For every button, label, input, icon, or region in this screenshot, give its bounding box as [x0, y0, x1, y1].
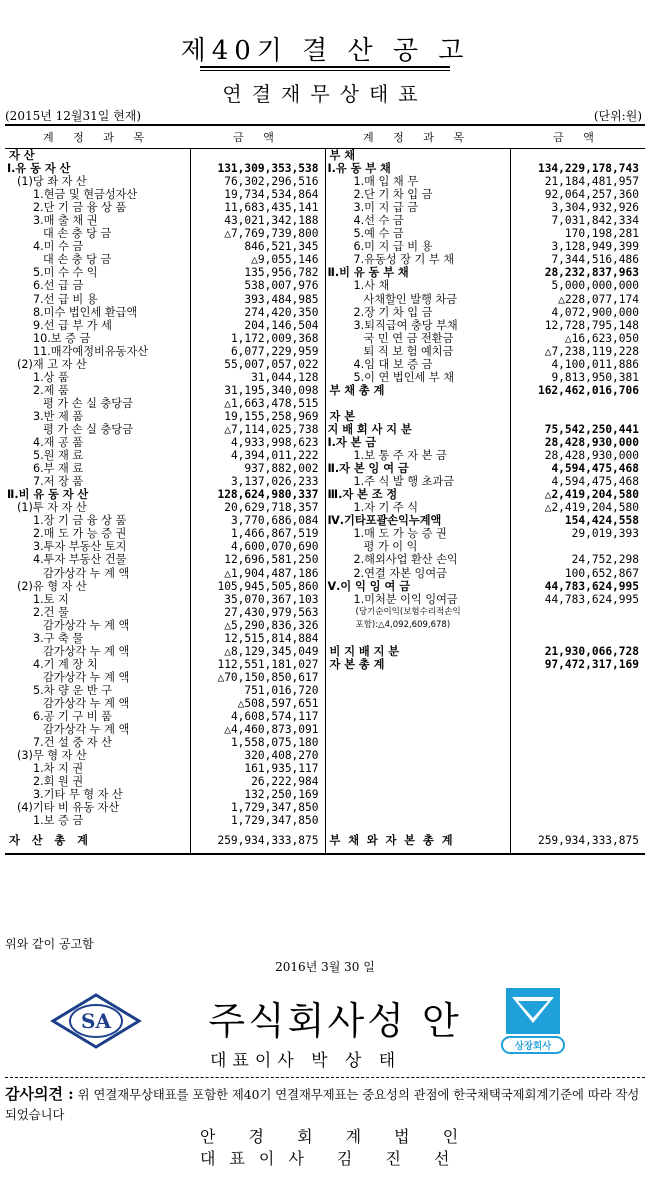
liabilities-item-amount: 154,424,558 — [564, 514, 639, 528]
table-row — [5, 801, 645, 814]
assets-item-label: 2.단 기 금 융 상 품 — [5, 201, 190, 214]
liabilities-item-amount: 9,813,950,381 — [551, 370, 639, 384]
assets-item-label: (1)투 자 자 산 — [5, 501, 190, 514]
liabilities-item-label — [325, 710, 510, 723]
assets-item-label: 감가상각 누 계 액 — [5, 671, 190, 684]
liabilities-item-amount: 12,728,795,148 — [544, 318, 639, 332]
liabilities-item-label: 5.이 연 법인세 부 채 — [325, 371, 510, 384]
liabilities-item-label: 1.주 식 발 행 초과금 — [325, 475, 510, 488]
assets-item-label: 평 가 손 실 충당금 — [5, 423, 190, 436]
liabilities-item-label: 2.장 기 차 입 금 — [325, 306, 510, 319]
assets-item-label: (4)기타 비 유동 자산 — [5, 801, 190, 814]
assets-item-amount: 31,195,340,098 — [190, 384, 325, 397]
table-row — [5, 488, 645, 501]
table-row — [5, 279, 645, 292]
assets-item-label: 1.보 증 금 — [5, 814, 190, 827]
liabilities-item-label — [325, 632, 510, 645]
assets-item-label: 감가상각 누 계 액 — [5, 645, 190, 658]
liabilities-item-amount — [510, 723, 645, 736]
table-row — [5, 358, 645, 371]
announcement-title: 제40기 결 산 공 고 — [180, 36, 470, 66]
table-row — [5, 527, 645, 540]
assets-item-amount: 274,420,350 — [190, 306, 325, 319]
assets-item-label: 6.부 재 료 — [5, 462, 190, 475]
liabilities-item-amount: △2,419,204,580 — [544, 488, 639, 502]
company-logo-icon — [50, 992, 142, 1050]
table-row — [5, 593, 645, 606]
assets-item-label: 5.차 량 운 반 구 — [5, 684, 190, 697]
liabilities-item-label — [325, 814, 510, 827]
table-row — [5, 462, 645, 475]
liabilities-item-amount — [510, 762, 645, 775]
liabilities-item-amount — [510, 149, 645, 163]
liabilities-item-amount — [510, 540, 645, 553]
assets-item-amount: 1,466,867,519 — [190, 527, 325, 540]
liabilities-item-label — [325, 801, 510, 814]
assets-item-amount: 1,729,347,850 — [190, 801, 325, 814]
table-row — [5, 775, 645, 788]
assets-item-amount: 846,521,345 — [190, 240, 325, 253]
liabilities-item-label: Ⅱ.비 유 동 부 채 — [325, 266, 510, 279]
assets-item-amount: 4,600,070,690 — [190, 540, 325, 553]
company-name: 주식회사성 안 — [208, 999, 462, 1043]
assets-item-label: 5.미 수 수 익 — [5, 266, 190, 279]
column-header-amount: 금 액 — [190, 125, 325, 149]
liabilities-item-amount — [510, 736, 645, 749]
liabilities-item-label: 6.미 지 급 비 용 — [325, 240, 510, 253]
assets-item-amount: △7,769,739,800 — [190, 227, 325, 240]
assets-item-label: 10.보 증 금 — [5, 332, 190, 345]
liabilities-item-amount: 100,652,867 — [564, 566, 639, 580]
badge-text: 상장회사 — [514, 1041, 552, 1052]
liabilities-item-amount: △2,419,204,580 — [544, 501, 639, 515]
audit-text: 위 연결재무상태표를 포함한 제40기 연결재무제표는 중요성의 관점에 한국채택국제회계기준에 따라 작성되었습니다 — [5, 1088, 640, 1122]
table-row — [5, 227, 645, 240]
assets-item-amount: 19,734,534,864 — [190, 188, 325, 201]
assets-item-amount: △9,055,146 — [190, 253, 325, 266]
liabilities-item-amount — [510, 710, 645, 723]
assets-item-amount: 4,933,998,623 — [190, 436, 325, 449]
liabilities-item-label: 5.예 수 금 — [325, 227, 510, 240]
assets-item-label: 4.기 계 장 치 — [5, 658, 190, 671]
column-header-amount: 금 액 — [510, 125, 645, 149]
table-row — [5, 214, 645, 227]
liabilities-item-label: (당기순이익(보험수리적손익 — [325, 606, 510, 619]
liabilities-item-label: Ⅲ.자 본 조 정 — [325, 488, 510, 501]
liabilities-item-label — [325, 762, 510, 775]
assets-item-label: 3.기타 무 형 자 산 — [5, 788, 190, 801]
assets-item-label: 1.토 지 — [5, 593, 190, 606]
assets-item-label: 6.공 기 구 비 품 — [5, 710, 190, 723]
liabilities-item-label — [325, 723, 510, 736]
assets-item-amount: 937,882,002 — [190, 462, 325, 475]
assets-item-label: 4.투자 부동산 건물 — [5, 553, 190, 566]
liabilities-item-label: 포함):△4,092,609,678) — [325, 619, 510, 632]
table-row — [5, 384, 645, 397]
total-row — [5, 827, 645, 854]
ceo-name: 대표이사 박 상 태 — [210, 1051, 402, 1071]
assets-item-label: 자 산 — [5, 149, 190, 163]
liabilities-item-label: Ⅴ.이 익 잉 여 금 — [325, 580, 510, 593]
liabilities-item-label: 자 본 — [325, 410, 510, 423]
assets-item-label: 2.매 도 가 능 증 권 — [5, 527, 190, 540]
table-row — [5, 762, 645, 775]
table-row — [5, 332, 645, 345]
assets-item-label: 3.투자 부동산 토지 — [5, 540, 190, 553]
liabilities-item-amount: 28,428,930,000 — [544, 436, 639, 450]
assets-item-amount: 538,007,976 — [190, 279, 325, 292]
liabilities-item-amount: 4,594,475,468 — [551, 475, 639, 489]
table-header-row — [5, 125, 645, 149]
assets-item-label: 4.재 공 품 — [5, 436, 190, 449]
liabilities-item-amount — [510, 671, 645, 684]
table-row — [5, 319, 645, 332]
liabilities-item-label: 지 배 회 사 지 분 — [325, 423, 510, 436]
assets-item-label: 2.건 물 — [5, 606, 190, 619]
table-row — [5, 580, 645, 593]
liabilities-item-amount: 92,064,257,360 — [544, 188, 639, 202]
liabilities-item-amount: 7,344,516,486 — [551, 253, 639, 267]
logo-text: SA — [81, 1009, 111, 1033]
liabilities-item-amount — [510, 749, 645, 762]
liabilities-item-label: 부 채 — [325, 149, 510, 163]
liabilities-item-amount: 21,184,481,957 — [544, 175, 639, 189]
liabilities-item-amount — [510, 788, 645, 801]
liabilities-item-amount — [510, 697, 645, 710]
liabilities-item-label: 비 지 배 지 분 — [325, 645, 510, 658]
assets-item-amount: 3,770,686,084 — [190, 514, 325, 527]
assets-item-amount: △4,460,873,091 — [190, 723, 325, 736]
assets-item-amount: 12,696,581,250 — [190, 553, 325, 566]
assets-item-amount: △508,597,651 — [190, 697, 325, 710]
liabilities-item-label: 2.연결 자본 잉여금 — [325, 567, 510, 580]
liabilities-item-label — [325, 697, 510, 710]
report-date: (2015년 12월31일 현재) — [5, 109, 142, 123]
table-row — [5, 632, 645, 645]
liabilities-item-label: 국 민 연 금 전환금 — [325, 332, 510, 345]
liabilities-item-label — [325, 736, 510, 749]
liabilities-item-amount: 162,462,016,706 — [537, 383, 639, 397]
liabilities-item-label — [325, 788, 510, 801]
table-row — [5, 306, 645, 319]
statement-title: 연결재무상태표 — [222, 82, 428, 106]
assets-item-label: 1.현금 및 현금성자산 — [5, 188, 190, 201]
assets-item-amount: 112,551,181,027 — [190, 658, 325, 671]
liabilities-item-amount — [510, 632, 645, 645]
table-row — [5, 645, 645, 658]
liabilities-item-amount: 24,752,298 — [571, 553, 639, 567]
liabilities-item-label: 3.미 지 급 금 — [325, 201, 510, 214]
audit-label: 감사의견 : — [5, 1085, 74, 1103]
assets-item-amount: 135,956,782 — [190, 266, 325, 279]
table-row — [5, 814, 645, 827]
liabilities-item-amount — [510, 814, 645, 827]
table-row — [5, 619, 645, 632]
assets-item-amount: 27,430,979,563 — [190, 606, 325, 619]
liabilities-item-amount: 28,428,930,000 — [544, 449, 639, 463]
liabilities-item-amount: 3,128,949,399 — [551, 240, 639, 254]
table-row — [5, 710, 645, 723]
assets-item-label: 3.매 출 채 권 — [5, 214, 190, 227]
liabilities-item-amount: 29,019,393 — [571, 527, 639, 541]
liabilities-item-amount: 44,783,624,995 — [544, 579, 639, 593]
table-row — [5, 410, 645, 423]
liabilities-item-label: 2.해외사업 환산 손익 — [325, 553, 510, 566]
liabilities-item-label: 4.선 수 금 — [325, 214, 510, 227]
liabilities-item-label: 3.퇴직급여 충당 부채 — [325, 319, 510, 332]
liabilities-item-amount: 170,198,281 — [564, 227, 639, 241]
column-header-item: 계 정 과 목 — [5, 125, 190, 149]
liabilities-item-label: 1.자 기 주 식 — [325, 501, 510, 514]
table-row — [5, 423, 645, 436]
liabilities-item-amount: 4,072,900,000 — [551, 305, 639, 319]
assets-item-label: 7.건 설 중 자 산 — [5, 736, 190, 749]
table-row — [5, 240, 645, 253]
liabilities-item-amount: △16,623,050 — [564, 331, 639, 345]
table-row — [5, 553, 645, 566]
assets-item-amount: △5,290,836,326 — [190, 619, 325, 632]
assets-item-label: 7.선 급 비 용 — [5, 293, 190, 306]
table-row — [5, 723, 645, 736]
liabilities-item-amount: 44,783,624,995 — [544, 592, 639, 606]
table-row — [5, 514, 645, 527]
liabilities-item-label — [325, 671, 510, 684]
assets-item-label: (3)무 형 자 산 — [5, 749, 190, 762]
liabilities-item-label: Ⅳ.기타포괄손익누계액 — [325, 514, 510, 527]
assets-item-label: 3.구 축 물 — [5, 632, 190, 645]
assets-item-label: 1.상 품 — [5, 371, 190, 384]
assets-item-amount: 12,515,814,884 — [190, 632, 325, 645]
assets-item-label: 대 손 충 당 금 — [5, 227, 190, 240]
assets-item-amount: △7,114,025,738 — [190, 423, 325, 436]
assets-item-label: (2)유 형 자 산 — [5, 580, 190, 593]
assets-item-amount: 105,945,505,860 — [190, 580, 325, 593]
table-row — [5, 684, 645, 697]
liabilities-item-amount: 97,472,317,169 — [544, 657, 639, 671]
table-row — [5, 749, 645, 762]
table-row — [5, 501, 645, 514]
liabilities-item-amount: 28,232,837,963 — [544, 266, 639, 280]
liabilities-item-amount: 4,594,475,468 — [551, 462, 639, 476]
table-row — [5, 788, 645, 801]
announcement-date: 2016년 3월 30 일 — [275, 960, 375, 974]
liabilities-item-label: 퇴 직 보 험 예치금 — [325, 345, 510, 358]
liabilities-item-label: 1.보 통 주 자 본 금 — [325, 449, 510, 462]
assets-item-amount: 4,608,574,117 — [190, 710, 325, 723]
table-row — [5, 266, 645, 279]
liabilities-item-amount: 3,304,932,926 — [551, 201, 639, 215]
audit-opinion — [5, 1084, 645, 1125]
table-row — [5, 436, 645, 449]
total-assets-amount: 259,934,333,875 — [190, 827, 325, 854]
assets-item-amount: 4,394,011,222 — [190, 449, 325, 462]
table-body — [5, 149, 645, 855]
assets-item-amount: 204,146,504 — [190, 319, 325, 332]
assets-item-amount: 35,070,367,103 — [190, 593, 325, 606]
assets-item-label: (2)재 고 자 산 — [5, 358, 190, 371]
column-header-item: 계 정 과 목 — [325, 125, 510, 149]
assets-item-amount: 26,222,984 — [190, 775, 325, 788]
assets-item-label: 9.선 급 부 가 세 — [5, 319, 190, 332]
liabilities-item-label: 1.미처분 이익 잉여금 — [325, 593, 510, 606]
table-row — [5, 149, 645, 163]
assets-item-label: 2.제 품 — [5, 384, 190, 397]
liabilities-item-label: 4.임 대 보 증 금 — [325, 358, 510, 371]
liabilities-item-amount — [510, 801, 645, 814]
liabilities-item-label: 평 가 이 익 — [325, 540, 510, 553]
assets-item-amount: 76,302,296,516 — [190, 175, 325, 188]
assets-item-label: 11.매각예정비유동자산 — [5, 345, 190, 358]
table-row — [5, 293, 645, 306]
assets-item-label: 2.회 원 권 — [5, 775, 190, 788]
table-row — [5, 449, 645, 462]
assets-item-amount: 55,007,057,022 — [190, 358, 325, 371]
assets-item-amount: 31,044,128 — [190, 371, 325, 384]
auditor-firm: 안 경 회 계 법 인 — [200, 1127, 473, 1146]
assets-item-amount: 393,484,985 — [190, 293, 325, 306]
liabilities-item-label: Ⅱ.자 본 잉 여 금 — [325, 462, 510, 475]
assets-item-amount: 128,624,980,337 — [190, 488, 325, 501]
table-row — [5, 345, 645, 358]
assets-item-label: 평 가 손 실 충당금 — [5, 397, 190, 410]
liabilities-item-label: Ⅰ.유 동 부 채 — [325, 162, 510, 175]
liabilities-item-amount: 75,542,250,441 — [544, 422, 639, 436]
liabilities-item-amount — [510, 410, 645, 423]
liabilities-item-amount: 4,100,011,886 — [551, 357, 639, 371]
auditor-ceo: 대표이사 김 진 선 — [200, 1149, 464, 1168]
assets-item-label: 감가상각 누 계 액 — [5, 567, 190, 580]
assets-item-label: 7.저 장 품 — [5, 475, 190, 488]
liabilities-item-label: 사채할인 발행 차금 — [325, 293, 510, 306]
assets-item-amount — [190, 149, 325, 163]
liabilities-item-label — [325, 749, 510, 762]
table-row — [5, 371, 645, 384]
assets-item-label: 4.미 수 금 — [5, 240, 190, 253]
liabilities-item-label: 자 본 총 계 — [325, 658, 510, 671]
liabilities-item-label: Ⅰ.자 본 금 — [325, 436, 510, 449]
assets-item-label: 8.미수 법인세 환급액 — [5, 306, 190, 319]
assets-item-amount: 132,250,169 — [190, 788, 325, 801]
table-row — [5, 658, 645, 671]
assets-item-label: 1.차 지 권 — [5, 762, 190, 775]
dashed-divider — [5, 1077, 645, 1078]
balance-sheet-table — [5, 124, 645, 855]
table-row — [5, 188, 645, 201]
liabilities-item-label: 1.사 채 — [325, 279, 510, 292]
total-assets-label: 자 산 총 계 — [5, 827, 190, 854]
assets-item-amount: 20,629,718,357 — [190, 501, 325, 514]
table-row — [5, 397, 645, 410]
liabilities-item-label: 부 채 총 계 — [325, 384, 510, 397]
liabilities-item-amount — [510, 397, 645, 410]
assets-item-amount: 3,137,026,233 — [190, 475, 325, 488]
assets-item-amount: 320,408,270 — [190, 749, 325, 762]
assets-item-amount: △1,663,478,515 — [190, 397, 325, 410]
assets-item-label: 5.원 재 료 — [5, 449, 190, 462]
unit-label: (단위:원) — [593, 109, 642, 123]
assets-item-amount: 6,077,229,959 — [190, 345, 325, 358]
assets-item-amount: 1,558,075,180 — [190, 736, 325, 749]
table-row — [5, 201, 645, 214]
assets-item-amount: 131,309,353,538 — [190, 162, 325, 175]
assets-item-label: 감가상각 누 계 액 — [5, 619, 190, 632]
table-row — [5, 606, 645, 619]
assets-item-amount: 1,729,347,850 — [190, 814, 325, 827]
assets-item-amount: 43,021,342,188 — [190, 214, 325, 227]
assets-item-label: Ⅱ.비 유 동 자 산 — [5, 488, 190, 501]
table-row — [5, 175, 645, 188]
title-underline — [200, 66, 450, 71]
assets-item-amount: 1,172,009,368 — [190, 332, 325, 345]
table-row — [5, 540, 645, 553]
liabilities-item-label: 7.유동성 장 기 부 채 — [325, 253, 510, 266]
liabilities-item-amount — [510, 775, 645, 788]
assets-item-label: 감가상각 누 계 액 — [5, 723, 190, 736]
total-liab-equity-label: 부 채 와 자 본 총 계 — [325, 827, 510, 854]
liabilities-item-amount: 5,000,000,000 — [551, 279, 639, 293]
liabilities-item-amount — [510, 606, 645, 619]
table-row — [5, 671, 645, 684]
assets-item-amount: 751,016,720 — [190, 684, 325, 697]
listed-company-badge-icon — [498, 985, 568, 1057]
table-row — [5, 475, 645, 488]
liabilities-item-amount: △7,238,119,228 — [544, 344, 639, 358]
table-row — [5, 736, 645, 749]
assets-item-label: 감가상각 누 계 액 — [5, 697, 190, 710]
liabilities-item-amount — [510, 619, 645, 632]
table-row — [5, 697, 645, 710]
liabilities-item-label — [325, 775, 510, 788]
liabilities-item-amount: △228,077,174 — [558, 292, 639, 306]
assets-item-amount: △8,129,345,049 — [190, 645, 325, 658]
liabilities-item-amount: 134,229,178,743 — [537, 162, 639, 176]
liabilities-item-label: 2.단 기 차 입 금 — [325, 188, 510, 201]
assets-item-amount: △70,150,850,617 — [190, 671, 325, 684]
liabilities-item-label — [325, 684, 510, 697]
table-row — [5, 162, 645, 175]
liabilities-item-amount — [510, 684, 645, 697]
assets-item-label: 6.선 급 금 — [5, 279, 190, 292]
assets-item-amount: 161,935,117 — [190, 762, 325, 775]
assets-item-amount: 19,155,258,969 — [190, 410, 325, 423]
total-liab-equity-amount: 259,934,333,875 — [510, 827, 645, 854]
assets-item-label: Ⅰ.유 동 자 산 — [5, 162, 190, 175]
assets-item-label: (1)당 좌 자 산 — [5, 175, 190, 188]
liabilities-item-label — [325, 397, 510, 410]
announcement-note: 위와 같이 공고함 — [5, 937, 94, 951]
table-row — [5, 567, 645, 580]
liabilities-item-amount: 7,031,842,334 — [551, 214, 639, 228]
liabilities-item-label: 1.매 도 가 능 증 권 — [325, 527, 510, 540]
liabilities-item-amount: 21,930,066,728 — [544, 644, 639, 658]
assets-item-label: 1.장 기 금 융 상 품 — [5, 514, 190, 527]
assets-item-amount: △1,904,487,186 — [190, 567, 325, 580]
assets-item-label: 대 손 충 당 금 — [5, 253, 190, 266]
assets-item-label: 3.반 제 품 — [5, 410, 190, 423]
assets-item-amount: 11,683,435,141 — [190, 201, 325, 214]
liabilities-item-label: 1.매 입 채 무 — [325, 175, 510, 188]
table-row — [5, 253, 645, 266]
